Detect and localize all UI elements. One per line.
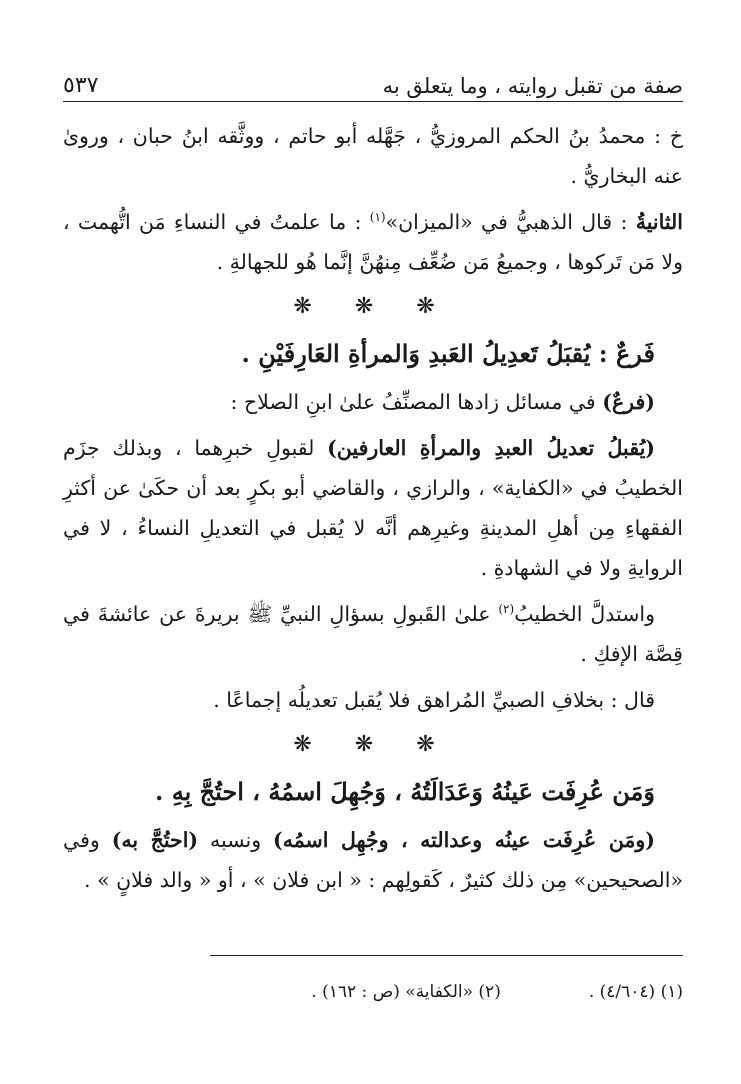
point-label: الثانيةُ xyxy=(635,210,683,234)
section-separator: ❋ ❋ ❋ xyxy=(293,294,453,319)
footnote-2: (٢) «الكفاية» (ص : ١٦٢) . xyxy=(311,982,501,1002)
paragraph-accept-testimony xyxy=(63,428,683,588)
page-header xyxy=(63,52,683,98)
footnote-ref: (١) xyxy=(369,210,386,225)
bold-term: (يُقبلُ تعديلُ العبدِ والمرأةِ العارفين) xyxy=(327,436,655,460)
paragraph-adolescent: قال : بخلافِ الصبيِّ المُراهق فلا يُقبل تعديلُه إجماعًا . xyxy=(213,688,655,712)
paragraph-text: لقبولِ خبرِهما ، وبذلك جزَم الخطيبُ في «الكفاية» ، والرازي ، والقاضي أبو بكرٍ بعد أن حكَىٰ عن أكثرِ الفقهاءِ مِن أهلِ المدينةِ وغيرِهم أنَّه لا يُقبل في التعديلِ النساءُ ، لا في الروايةِ ولا في الشهادةِ . xyxy=(63,436,683,580)
page-number: ٥٣٧ xyxy=(63,73,99,98)
paragraph-text: وفي «الصحيحين» مِن ذلك كثيرٌ ، كَقولِهم : « ابن فلان » ، أو « والد فلانٍ » . xyxy=(63,828,683,892)
footnotes xyxy=(63,982,683,1002)
section-heading: فَرعٌ : يُقبَلُ تَعدِيلُ العَبدِ وَالمرأةِ العَارِفَيْنِ . xyxy=(241,339,655,368)
paragraph-text: : قال الذهبيُّ في «الميزان» xyxy=(385,210,636,234)
page-body xyxy=(63,116,683,906)
bold-term: (فرعٌ) xyxy=(602,390,655,414)
paragraph-narrator-entry: خ : محمدُ بنُ الحكم المروزيُّ ، جَهَّله أبو حاتم ، ووثَّقه ابنُ حبان ، وروىٰ عنه البخاريُّ . xyxy=(63,124,683,188)
paragraph-second-point xyxy=(63,202,683,282)
paragraph-text: ونسبه xyxy=(198,828,274,852)
running-title: صفة من تقبل روايته ، وما يتعلق به xyxy=(382,74,683,98)
header-divider xyxy=(63,101,683,102)
paragraph-text: : ما علمتُ في النساءِ مَن اتُّهمت ، ولا مَن تَركوها ، وجميعُ مَن ضُعِّف مِنهُنَّ إنَّما هُو للجهالةِ . xyxy=(63,210,683,274)
paragraph-text: واستدلَّ الخطيبُ xyxy=(514,602,655,626)
footnote-divider xyxy=(210,955,683,956)
paragraph-text: في مسائل زادها المصنِّفُ علىٰ ابنِ الصلاح : xyxy=(230,390,603,414)
footnote-ref: (٢) xyxy=(498,602,515,617)
bold-term: (احتُجَّ به) xyxy=(111,828,199,852)
paragraph-unknown-name xyxy=(63,820,683,900)
section-heading: وَمَن عُرِفَت عَينُهُ وَعَدَالَتُهُ ، وَجُهِلَ اسمُهُ ، احتُجَّ بِهِ . xyxy=(155,777,655,806)
paragraph-text: علىٰ القَبولِ بسؤالِ النبيِّ ﷺ بريرةَ عن عائشةَ في قِصَّة الإفكِ . xyxy=(63,602,683,666)
section-separator: ❋ ❋ ❋ xyxy=(293,732,453,757)
footnote-1: (١) (٤/٦٠٤) . xyxy=(588,982,683,1002)
paragraph-branch xyxy=(63,382,683,422)
paragraph-khatib-evidence xyxy=(63,594,683,674)
bold-term: (ومَن عُرِفَت عينُه وعدالته ، وجُهِل اسمُه) xyxy=(273,828,656,852)
